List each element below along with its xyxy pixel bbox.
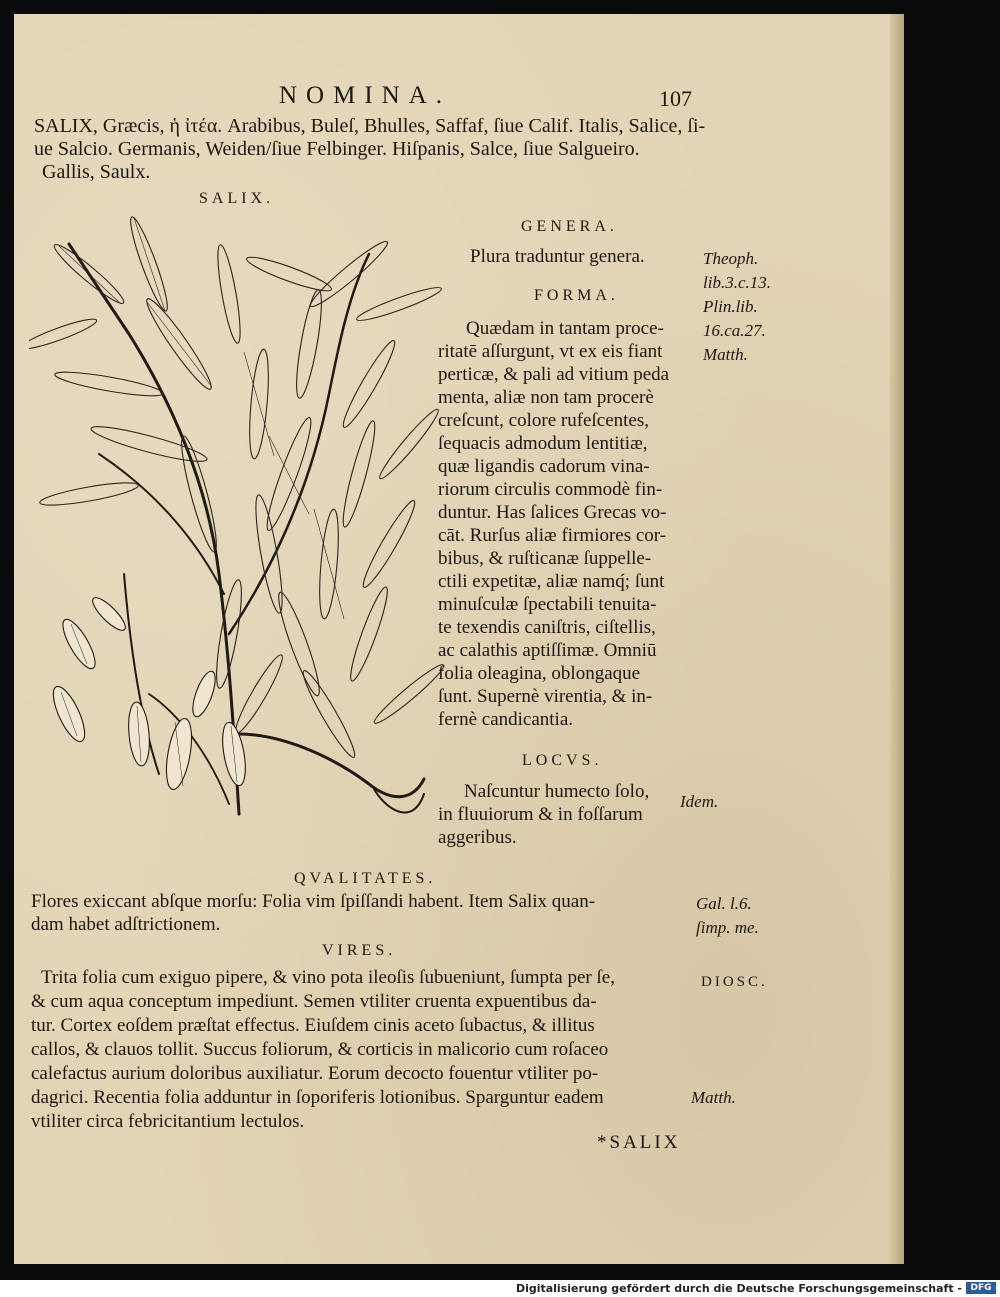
vires-line: callos, & clauos tollit. Succus foliorum, & corticis in malicorio cum roſaceo xyxy=(31,1039,609,1060)
forma-line: minuſculæ ſpectabili tenuita- xyxy=(438,594,657,615)
section-heading-qualitates: QVALITATES. xyxy=(294,870,437,887)
running-head: NOMINA. xyxy=(279,82,452,109)
locus-line: in fluuiorum & in foſſarum xyxy=(438,804,643,825)
margin-note: Matth. xyxy=(703,345,748,364)
margin-note: 16.ca.27. xyxy=(703,321,766,340)
vires-line: calefactus aurium doloribus auxiliatur. Eorum decocto fouentur vtiliter po- xyxy=(31,1063,599,1084)
margin-note: Plin.lib. xyxy=(703,297,758,316)
forma-line: creſcunt, colore rufeſcentes, xyxy=(438,410,649,431)
genera-text: Plura traduntur genera. xyxy=(470,246,645,267)
vires-line: & cum aqua conceptum impediunt. Semen vtiliter cruenta expuentibus da- xyxy=(31,991,597,1012)
locus-line: aggeribus. xyxy=(438,827,517,848)
vires-line: dagrici. Recentia folia adduntur in ſoporiferis lotionibus. Sparguntur eadem xyxy=(31,1087,604,1108)
forma-line: quæ ligandis cadorum vina- xyxy=(438,456,650,477)
forma-line: folia oleagina, oblongaque xyxy=(438,663,641,684)
forma-line: ritatē aſſurgunt, vt ex eis fiant xyxy=(438,341,663,362)
page-number: 107 xyxy=(659,86,692,111)
margin-note: Idem. xyxy=(680,792,719,811)
margin-note: Matth. xyxy=(691,1088,736,1107)
margin-note: Theoph. xyxy=(703,249,759,268)
margin-note: ſimp. me. xyxy=(696,918,759,937)
locus-line: Naſcuntur humecto ſolo, xyxy=(464,781,650,802)
vires-line: Trita folia cum exiguo pipere, & vino pota ileoſis ſubueniunt, ſumpta per ſe, xyxy=(41,967,615,988)
forma-line: menta, aliæ non tam procerè xyxy=(438,387,654,408)
qualitates-line: dam habet adſtrictionem. xyxy=(31,914,221,935)
catchword: *SALIX xyxy=(597,1132,681,1153)
names-line-1: SALIX, Græcis, ἡ ἰτέα. Arabibus, Buleſ, Bhulles, Saffaf, ſiue Calif. Italis, Salice, ſi- xyxy=(34,115,706,137)
dfg-logo: DFG xyxy=(966,1282,996,1294)
forma-line: ſequacis admodum lentitiæ, xyxy=(438,433,648,454)
margin-note: DIOSC. xyxy=(701,974,768,990)
figure-caption: SALIX. xyxy=(199,190,275,207)
forma-line: duntur. Has ſalices Grecas vo- xyxy=(438,502,667,523)
margin-note: Gal. l.6. xyxy=(696,894,752,913)
forma-line: ac calathis aptiſſimæ. Omniū xyxy=(438,640,657,661)
qualitates-line: Flores exiccant abſque morſu: Folia vim ſpiſſandi habent. Item Salix quan- xyxy=(31,891,596,912)
forma-line: ſunt. Supernè virentia, & in- xyxy=(438,686,653,707)
forma-line: ctili expetitæ, aliæ namq́; ſunt xyxy=(438,571,665,592)
page-edge xyxy=(890,14,904,1264)
forma-line: perticæ, & pali ad vitium peda xyxy=(438,364,670,385)
forma-line: te texendis caniſtris, ciſtellis, xyxy=(438,617,656,638)
forma-line: Quædam in tantam proce- xyxy=(466,318,664,339)
section-heading-locus: LOCVS. xyxy=(522,752,603,769)
section-heading-vires: VIRES. xyxy=(322,942,397,959)
forma-line: riorum circulis commodè fin- xyxy=(438,479,663,500)
book-page xyxy=(14,14,904,1264)
vires-line: tur. Cortex eoſdem præſtat effectus. Eiuſdem cinis aceto ſubactus, & illitus xyxy=(31,1015,595,1036)
forma-line: cāt. Rurſus aliæ firmiores cor- xyxy=(438,525,667,546)
names-line-2: ue Salcio. Germanis, Weiden/ſiue Felbinger. Hiſpanis, Salce, ſiue Salgueiro. xyxy=(34,138,640,160)
margin-note: lib.3.c.13. xyxy=(703,273,771,292)
forma-line: bibus, & ruſticanæ ſuppelle- xyxy=(438,548,652,569)
names-line-3: Gallis, Saulx. xyxy=(42,161,151,183)
forma-line: fernè candicantia. xyxy=(438,709,574,730)
vires-line: vtiliter circa febricitantium lectulos. xyxy=(31,1111,305,1132)
section-heading-genera: GENERA. xyxy=(521,218,618,235)
section-heading-forma: FORMA. xyxy=(534,287,619,304)
footer-credit: Digitalisierung gefördert durch die Deutsche Forschungsgemeinschaft - xyxy=(515,1282,962,1295)
willow-illustration xyxy=(29,214,449,854)
